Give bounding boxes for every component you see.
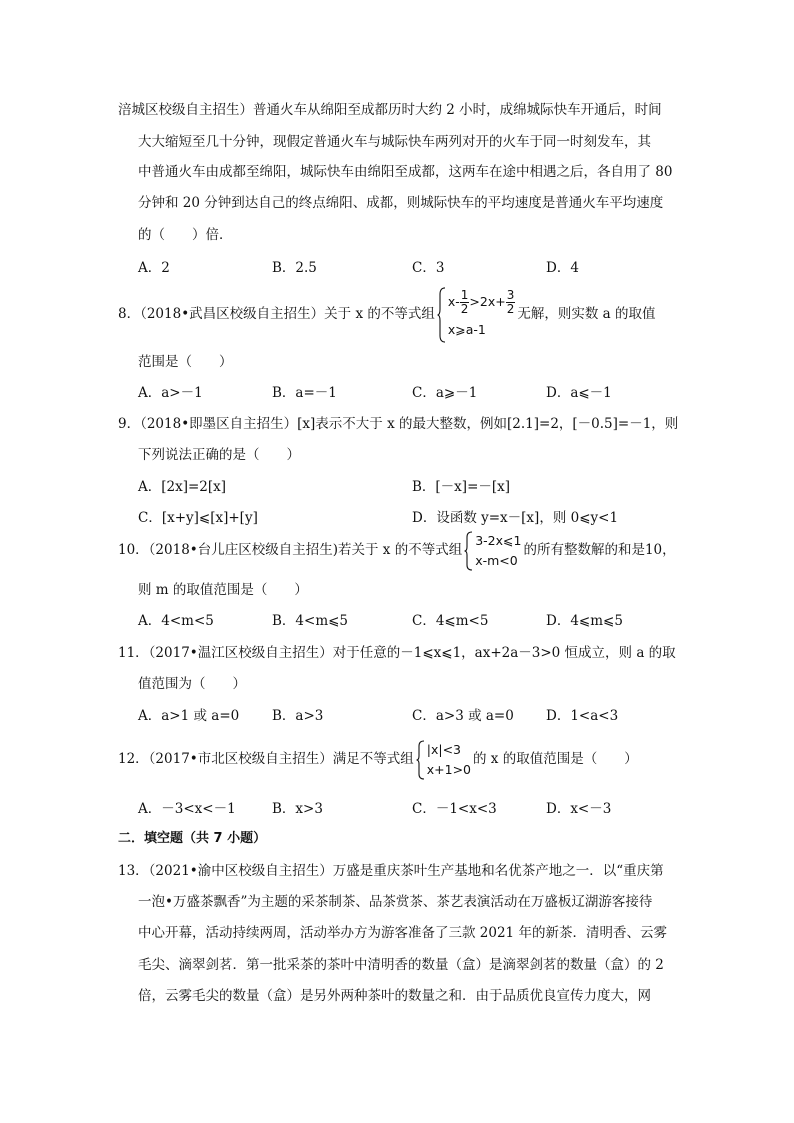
q12-text-after: 的 x 的取值范围是（ ） xyxy=(473,751,638,767)
q10-option-c: C．4⩽m<5 xyxy=(412,613,489,629)
q8-line-2: 范围是（ ） xyxy=(138,354,233,370)
q8-option-a: A．a>－1 xyxy=(138,385,203,401)
q11-option-a: A．a>1 或 a=0 xyxy=(138,708,240,724)
q13-line-1: 13．（2021•渝中区校级自主招生）万盛是重庆茶叶生产基地和名优茶产地之一．以“重庆第 xyxy=(118,863,664,879)
q12-system-row-2: x+1>0 xyxy=(426,761,472,777)
q10-text-after: 的所有整数解的和是10， xyxy=(523,542,676,558)
brace-icon xyxy=(437,287,446,343)
q10-system-row-2: x-m<0 xyxy=(475,552,518,568)
q12-option-c: C．－1<x<3 xyxy=(412,801,497,817)
q10-inequality-system xyxy=(464,531,521,571)
q7-line-4: 分钟和 20 分钟到达自己的终点绵阳、成都，则城际快车的平均速度是普通火车平均速度 xyxy=(138,195,664,211)
section-heading: 二．填空题（共 7 小题） xyxy=(118,831,267,846)
q8-text-before: 8．（2018•武昌区校级自主招生）关于 x 的不等式组 xyxy=(118,306,435,322)
q10-option-a: A．4<m<5 xyxy=(138,613,214,629)
q10-option-d: D．4⩽m⩽5 xyxy=(546,613,623,629)
q13-line-4: 毛尖、滴翠剑茗．第一批采茶的茶叶中清明香的数量（盒）是滴翠剑茗的数量（盒）的 2 xyxy=(138,957,664,973)
q10-line-2: 则 m 的取值范围是（ ） xyxy=(138,582,308,598)
q8-inequality-system xyxy=(437,287,516,343)
q8-fraction-1: $\frac{1}{2}$ xyxy=(460,287,469,316)
q7-option-a: A．2 xyxy=(138,260,170,276)
q8-system-row-2: x⩾a-1 xyxy=(447,321,486,337)
q13-line-3: 中心开幕，活动持续两周，活动举办方为游客准备了三款 2021 年的新茶．清明香、云雾 xyxy=(138,925,667,941)
q10-system-row-1: 3-2x⩽1 xyxy=(475,532,522,548)
q7-line-1: 涪城区校级自主招生）普通火车从绵阳至成都历时大约 2 小时，成绵城际快车开通后，时间 xyxy=(118,102,662,118)
brace-icon xyxy=(464,531,473,571)
q7-line-5: 的（ ）倍． xyxy=(138,227,233,243)
q7-option-c: C．3 xyxy=(412,260,445,276)
brace-icon xyxy=(416,740,425,780)
q10-line-1 xyxy=(118,530,676,571)
q8-option-b: B．a=－1 xyxy=(272,385,337,401)
q11-option-c: C．a>3 或 a=0 xyxy=(412,708,514,724)
q8-fraction-2: $\frac{3}{2}$ xyxy=(506,287,515,316)
q10-option-b: B．4<m⩽5 xyxy=(272,613,349,629)
q9-option-a: A．[2x]=2[x] xyxy=(138,479,227,495)
q13-line-2: 一泡•万盛茶飘香”为主题的采茶制茶、品茶赏茶、茶艺表演活动在万盛板辽湖游客接待 xyxy=(138,894,653,910)
q12-inequality-system xyxy=(416,740,471,780)
q8-option-c: C．a⩾－1 xyxy=(412,385,478,401)
q12-text-before: 12．（2017•市北区校级自主招生）满足不等式组 xyxy=(118,751,414,767)
q9-line-2: 下列说法正确的是（ ） xyxy=(138,447,300,463)
q8-text-after: 无解，则实数 a 的取值 xyxy=(517,306,656,322)
q13-line-5: 倍，云雾毛尖的数量（盒）是另外两种茶叶的数量之和．由于品质优良宣传力度大，网 xyxy=(138,988,651,1004)
q11-option-b: B．a>3 xyxy=(272,708,324,724)
q9-option-d: D．设函数 y=x－[x]，则 0⩽y<1 xyxy=(412,510,619,526)
q12-option-a: A．－3<x<－1 xyxy=(138,801,236,817)
q11-option-d: D．1<a<3 xyxy=(546,708,619,724)
q8-system-row-1: x- $\frac{1}{2}$ >2x+ $\frac{3}{2}$ xyxy=(447,287,515,316)
q11-line-2: 值范围为（ ） xyxy=(138,676,246,692)
q11-line-1: 11．（2017•温江区校级自主招生）对于任意的－1⩽x⩽1，ax+2a－3>0 恒成立，则 a 的取 xyxy=(118,645,676,661)
q9-option-c: C．[x+y]⩽[x]+[y] xyxy=(138,510,258,526)
q10-text-before: 10．（2018•台儿庄区校级自主招生)若关于 x 的不等式组 xyxy=(118,542,463,558)
q8-line-1 xyxy=(118,284,656,344)
q12-option-b: B．x>3 xyxy=(272,801,323,817)
q7-line-2: 大大缩短至几十分钟，现假定普通火车与城际快车两列对开的火车于同一时刻发车，其 xyxy=(138,134,651,150)
q9-option-b: B．[－x]=－[x] xyxy=(412,479,511,495)
q7-option-b: B．2.5 xyxy=(272,260,317,276)
q9-line-1: 9．（2018•即墨区自主招生）[x]表示不大于 x 的最大整数，例如[2.1]=2，[－0.5]=－1，则 xyxy=(118,416,679,432)
q12-line-1 xyxy=(118,739,638,780)
q7-option-d: D．4 xyxy=(546,260,579,276)
q12-system-row-1: |x|<3 xyxy=(426,741,461,757)
q7-line-3: 中普通火车由成都至绵阳，城际快车由绵阳至成都，这两车在途中相遇之后，各自用了 80 xyxy=(138,164,673,180)
q12-option-d: D．x<－3 xyxy=(546,801,612,817)
q8-option-d: D．a⩽－1 xyxy=(546,385,612,401)
